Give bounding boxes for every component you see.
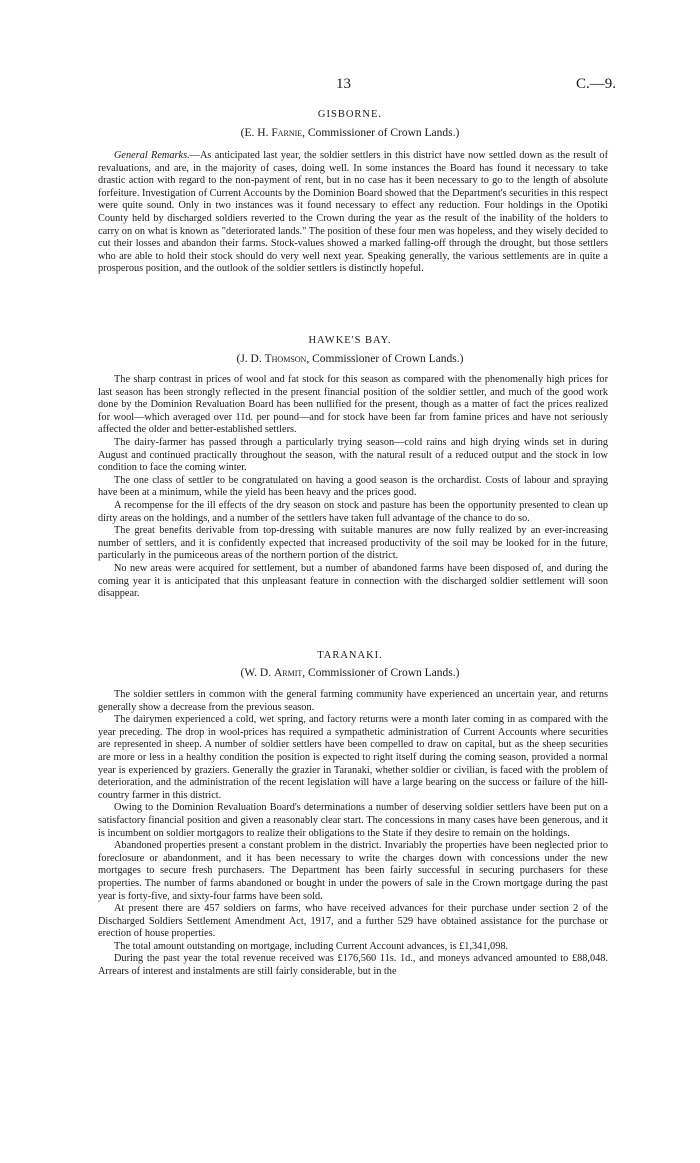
section-heading-hawkes-bay: HAWKE'S BAY. <box>308 335 392 346</box>
section-byline-taranaki <box>0 667 700 679</box>
commissioner-name: Farnie <box>271 127 303 139</box>
section-byline-gisborne <box>0 127 700 139</box>
document-reference: C.—9. <box>576 76 617 92</box>
paragraph: During the past year the total revenue received was £176,560 11s. 1d., and moneys advanced amounted to £88,048. Arrears of interest and instalments are still fairly considerable, but in the <box>98 953 608 978</box>
byline-close: , Commissioner of Crown Lands.) <box>306 353 464 365</box>
page-number: 13 <box>336 76 351 92</box>
paragraph-intro: General Remarks. <box>114 150 190 161</box>
section-heading-taranaki: TARANAKI. <box>317 650 383 661</box>
byline-open: (W. D. <box>240 667 274 679</box>
paragraph: The one class of settler to be congratulated on having a good season is the orchardist. Costs of labour and spraying have been at a minimum, while the yield has been heavy and the prices good. <box>98 474 608 499</box>
paragraph: The great benefits derivable from top-dressing with suitable manures are now fully realized by an ever-increasing number of settlers, and it is confidently expected that increased productivity of the soil may be looked for in the future, particularly in the pumiceous areas of the northern portion of the district. <box>98 525 608 562</box>
section-body-hawkes-bay <box>98 374 608 601</box>
byline-open: (E. H. <box>240 127 272 139</box>
byline-close: , Commissioner of Crown Lands.) <box>302 127 460 139</box>
paragraph: The dairy-farmer has passed through a particularly trying season—cold rains and high drying winds set in during August and continued practically throughout the season, with the natural result of a reduced output and the stock in low condition to face the coming winter. <box>98 436 608 474</box>
paragraph-text: —As anticipated last year, the soldier settlers in this district have now settled down as the result of revaluations, and are, in the majority of cases, doing well. In some instances the Board has found it necessary to take drastic action with regard to the non-payment of rent, but in no case has it been necessary to go to the length of absolute forfeiture. Investigation of Current Accounts by the Dominion Board showed that the Department's securities in this respect were quite sound. Only in two instances was it found necessary to effect any reduction. Four holdings in the Opotiki County held by discharged soldiers reverted to the Crown during the year as the result of the inability of the holders to carry on on what is known as "deteriorated lands." The position of these four men was hopeless, and they wisely decided to cut their losses and abandon their farms. Stock-values showed a marked falling-off through the drought, but those settlers who are able to hold their stock should do very well next year. Speaking generally, the various settlements are in quite a prosperous position, and the outlook of the soldier settlers is distinctly hopeful. <box>98 150 608 275</box>
paragraph: Owing to the Dominion Revaluation Board's determinations a number of deserving soldier settlers have been put on a satisfactory financial position and given a reasonably clear start. The concessions in many cases have been generous, and it is incumbent on soldier mortgagors to realize their obligations to the State if they desire to remain on the holdings. <box>98 802 608 839</box>
paragraph: At present there are 457 soldiers on farms, who have received advances for their purchase under section 2 of the Discharged Soldiers Settlement Amendment Act, 1917, and a further 529 have obtained assistance for the purchase or erection of house properties. <box>98 903 608 940</box>
section-body-gisborne <box>98 150 608 276</box>
section-byline-hawkes-bay <box>0 353 700 365</box>
section-heading-gisborne: GISBORNE. <box>317 109 383 120</box>
commissioner-name: Armit <box>273 667 303 679</box>
paragraph: Abandoned properties present a constant problem in the district. Invariably the properties have been neglected prior to foreclosure or abandonment, and it has been necessary to write the charges down with concessions under the new mortgages to secure fresh purchasers. The Department has been fairly successful in securing purchasers for these properties. The number of farms abandoned or bought in under the powers of sale in the Crown mortgage during the past year is forty-five, and sixty-four farms have been sold. <box>98 840 608 902</box>
paragraph: The sharp contrast in prices of wool and fat stock for this season as compared with the phenomenally high prices for last season has been strongly reflected in the present financial position of the soldier settler, and much of the good work done by the Dominion Revaluation Board has been nullified for the present, though as a matter of fact the prices realized for wool—which averaged over 11d. per pound—and for stock have been far from famine prices and have not seriously affected the older and better-established settlers. <box>98 374 608 436</box>
paragraph: No new areas were acquired for settlement, but a number of abandoned farms have been disposed of, and during the coming year it is anticipated that this unpleasant feature in connection with the discharged soldier settlement will soon disappear. <box>98 562 608 600</box>
commissioner-name: Thomson <box>264 353 307 365</box>
paragraph: The dairymen experienced a cold, wet spring, and factory returns were a month later coming in as compared with the year preceding. The drop in wool-prices has required a sympathetic administration of Current Accounts where securities are represented in sheep. A number of soldier settlers have been compelled to draw on capital, but as the sheep securities are more or less in a healthy condition the position is expected to right itself during the coming season, provided a normal year is experienced by graziers. Generally the grazier in Taranaki, whether soldier or civilian, is faced with the problem of deterioration, and the administration of the recent legislation will have a large bearing on the success or failure of the hill-country farmer in this district. <box>98 714 608 801</box>
section-body-taranaki <box>98 689 608 979</box>
byline-close: , Commissioner of Crown Lands.) <box>302 667 460 679</box>
paragraph: The total amount outstanding on mortgage, including Current Account advances, is £1,341,098. <box>114 940 509 952</box>
paragraph: A recompense for the ill effects of the dry season on stock and pasture has been the opportunity presented to clean up dirty areas on the holdings, and a number of the settlers have taken full advantage of the chance to do so. <box>98 499 608 524</box>
byline-open: (J. D. <box>236 353 265 365</box>
paragraph: The soldier settlers in common with the general farming community have experienced an uncertain year, and returns generally show a decrease from the previous season. <box>98 689 608 713</box>
paragraph <box>98 150 608 276</box>
